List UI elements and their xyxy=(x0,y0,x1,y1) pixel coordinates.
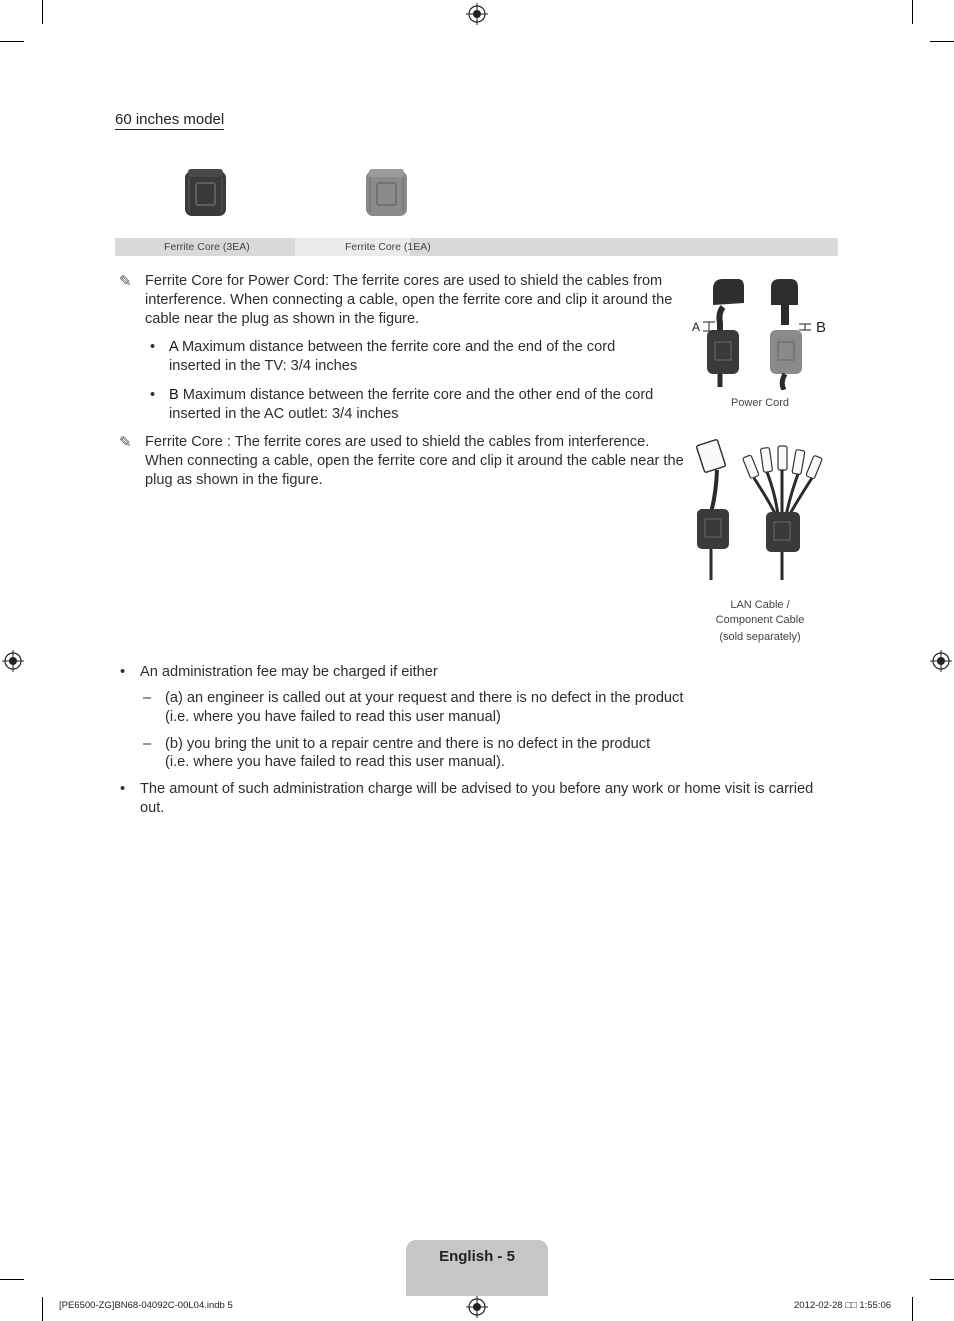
crop-mark xyxy=(912,0,913,24)
lan-caption-line3: (sold separately) xyxy=(719,631,801,643)
point-a-text: A Maximum distance between the ferrite core and the end of the cord inserted in the TV: 3/4 inches xyxy=(169,339,616,374)
bullet-icon: • xyxy=(120,664,126,680)
marker-b: B xyxy=(816,319,827,336)
dash-icon: – xyxy=(143,736,152,752)
marker-a: A xyxy=(692,320,701,334)
ferrite-core-dark-icon xyxy=(183,168,228,218)
file-info: [PE6500-ZG]BN68-04092C-00L04.indb 5 xyxy=(59,1300,233,1311)
crop-mark xyxy=(0,1279,24,1280)
point-b-text: B Maximum distance between the ferrite core and the other end of the cord inserted in the AC outlet: 3/4 inches xyxy=(169,387,654,422)
note-power-cord: Ferrite Core for Power Cord: The ferrite cores are used to shield the cables from interference. When connecting a cable, open the ferrite core and clip it around the cable near the plug as shown in the figure. xyxy=(145,273,673,327)
accessory-caption: Ferrite Core (3EA) xyxy=(164,241,250,253)
ferrite-core-grey-icon xyxy=(364,168,409,218)
note-ferrite-core: Ferrite Core : The ferrite cores are used to shield the cables from interference. When connecting a cable, open the ferrite core and clip it around the cable near the plug as shown in the figure. xyxy=(145,434,684,488)
lan-caption-line2: Component Cable xyxy=(715,614,805,626)
lan-caption-line1: LAN Cable / xyxy=(730,599,790,611)
admin-intro: An administration fee may be charged if either xyxy=(140,664,438,680)
registration-mark-icon xyxy=(466,3,488,25)
lan-component-cable-figure xyxy=(694,436,834,582)
dash-icon: – xyxy=(143,690,152,706)
pencil-note-icon: ✎ xyxy=(119,434,132,451)
page-number-tab xyxy=(406,1240,548,1296)
crop-mark xyxy=(0,41,24,42)
crop-mark xyxy=(930,41,954,42)
page-label: English - 5 xyxy=(439,1248,515,1265)
print-timestamp: 2012-02-28 □□ 1:55:06 xyxy=(794,1300,892,1311)
crop-mark xyxy=(42,0,43,24)
admin-item-b-line1: (b) you bring the unit to a repair centre and there is no defect in the product xyxy=(165,736,651,752)
bullet-icon: • xyxy=(150,339,156,355)
admin-item-a-line2: (i.e. where you have failed to read this user manual) xyxy=(165,709,501,725)
admin-item-b-line2: (i.e. where you have failed to read this user manual). xyxy=(165,754,505,770)
pencil-note-icon: ✎ xyxy=(119,273,132,290)
registration-mark-icon xyxy=(2,650,24,672)
crop-mark xyxy=(930,1279,954,1280)
registration-mark-icon xyxy=(466,1296,488,1318)
bullet-icon: • xyxy=(120,781,126,797)
admin-item-a-line1: (a) an engineer is called out at your request and there is no defect in the product xyxy=(165,690,684,706)
point-b-label: B xyxy=(169,387,179,403)
section-title: 60 inches model xyxy=(115,111,225,128)
admin-closing: The amount of such administration charge will be advised to you before any work or home visit is carried out. xyxy=(140,781,814,816)
bullet-icon: • xyxy=(150,387,156,403)
point-a-label: A xyxy=(169,339,178,355)
power-cord-caption: Power Cord xyxy=(730,397,790,409)
registration-mark-icon xyxy=(930,650,952,672)
crop-mark xyxy=(912,1297,913,1321)
accessory-caption: Ferrite Core (1EA) xyxy=(345,241,431,253)
crop-mark xyxy=(42,1297,43,1321)
